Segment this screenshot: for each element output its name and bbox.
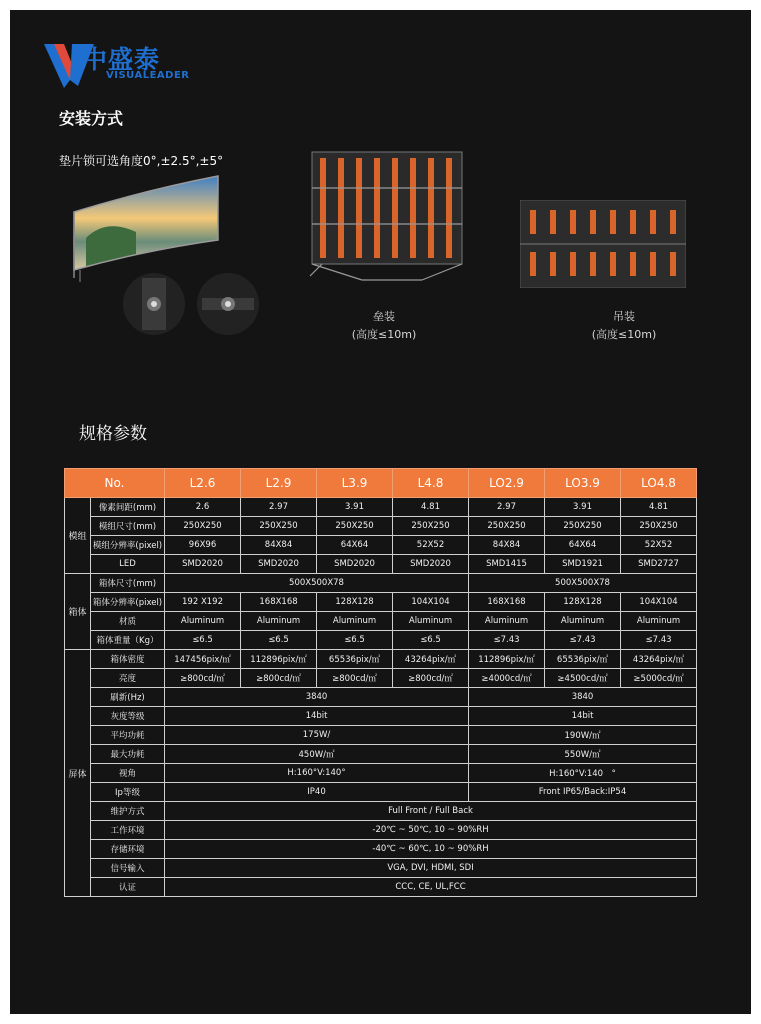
spec-value: 4.81 [393, 498, 469, 517]
spec-value: 112896pix/㎡ [241, 650, 317, 669]
spec-value: 43264pix/㎡ [393, 650, 469, 669]
spec-value: SMD1415 [469, 555, 545, 574]
spec-value: ≥800cd/㎡ [317, 669, 393, 688]
group-label: 屏体 [65, 650, 91, 897]
row-label: 最大功耗 [91, 745, 165, 764]
spec-value: 450W/㎡ [165, 745, 469, 764]
spec-value: CCC, CE, UL,FCC [165, 878, 697, 897]
lock-detail-image-2 [196, 272, 260, 336]
spec-value: 4.81 [621, 498, 697, 517]
header-model: L2.9 [241, 469, 317, 498]
spec-value: 190W/㎡ [469, 726, 697, 745]
spec-value: ≥800cd/㎡ [165, 669, 241, 688]
spec-value: 52X52 [393, 536, 469, 555]
row-label: 材质 [91, 612, 165, 631]
group-label: 模组 [65, 498, 91, 574]
spec-row [65, 536, 697, 555]
hang-install-label: 吊装 [613, 310, 635, 323]
spec-row [65, 726, 697, 745]
spec-row [65, 650, 697, 669]
header-model: L3.9 [317, 469, 393, 498]
spec-value: ≥4500cd/㎡ [545, 669, 621, 688]
spec-value: 84X84 [241, 536, 317, 555]
spec-value: 168X168 [469, 593, 545, 612]
spec-row [65, 802, 697, 821]
spec-value: SMD2020 [317, 555, 393, 574]
spec-value: 14bit [469, 707, 697, 726]
header-no: No. [65, 469, 165, 498]
spec-row [65, 821, 697, 840]
row-label: 像素间距(mm) [91, 498, 165, 517]
header-model: L2.6 [165, 469, 241, 498]
spec-value: Front IP65/Back:IP54 [469, 783, 697, 802]
spec-row [65, 859, 697, 878]
spec-value: 3840 [165, 688, 469, 707]
row-label: 工作环境 [91, 821, 165, 840]
spec-row [65, 574, 697, 593]
row-label: 模组分辨率(pixel) [91, 536, 165, 555]
spec-value: 250X250 [393, 517, 469, 536]
stack-install-height: (高度≤10m) [351, 328, 417, 341]
spec-value: 550W/㎡ [469, 745, 697, 764]
brand-name-cn: 中盛泰 [82, 45, 161, 74]
row-label: 刷新(Hz) [91, 688, 165, 707]
row-label: 模组尺寸(mm) [91, 517, 165, 536]
spec-value: IP40 [165, 783, 469, 802]
spec-header-row [65, 469, 697, 498]
spec-value: 3.91 [545, 498, 621, 517]
spec-value: -20℃ ~ 50℃, 10 ~ 90%RH [165, 821, 697, 840]
spec-value: ≤6.5 [393, 631, 469, 650]
spec-value: 14bit [165, 707, 469, 726]
spec-value: ≤6.5 [317, 631, 393, 650]
row-label: 箱体分辨率(pixel) [91, 593, 165, 612]
spec-value: 104X104 [621, 593, 697, 612]
header-model: L4.8 [393, 469, 469, 498]
spec-value: 128X128 [545, 593, 621, 612]
spec-value: 250X250 [621, 517, 697, 536]
spec-value: Aluminum [621, 612, 697, 631]
spec-value: SMD2020 [393, 555, 469, 574]
row-label: 灰度等级 [91, 707, 165, 726]
spec-value: 84X84 [469, 536, 545, 555]
spec-value: Aluminum [317, 612, 393, 631]
spec-row [65, 612, 697, 631]
lock-detail-image-1 [122, 272, 186, 336]
header-model: LO4.8 [621, 469, 697, 498]
spec-value: ≤6.5 [165, 631, 241, 650]
spec-value: ≥800cd/㎡ [241, 669, 317, 688]
hang-install-image [520, 200, 686, 288]
spec-value: 65536pix/㎡ [545, 650, 621, 669]
row-label: 箱体重量（Kg） [91, 631, 165, 650]
hang-install-height: (高度≤10m) [591, 328, 657, 341]
curved-screen-image [66, 170, 226, 288]
spec-value: 3840 [469, 688, 697, 707]
spec-value: ≥5000cd/㎡ [621, 669, 697, 688]
spec-value: ≤7.43 [545, 631, 621, 650]
spec-row [65, 669, 697, 688]
spec-value: 2.6 [165, 498, 241, 517]
spec-value: SMD2727 [621, 555, 697, 574]
install-title: 安装方式 [59, 109, 124, 128]
spec-value: H:160°V:140° [165, 764, 469, 783]
spec-value: Aluminum [165, 612, 241, 631]
spec-value: 250X250 [165, 517, 241, 536]
row-label: 箱体密度 [91, 650, 165, 669]
spec-row [65, 840, 697, 859]
spec-value: 52X52 [621, 536, 697, 555]
spec-value: 175W/ [165, 726, 469, 745]
spec-row [65, 707, 697, 726]
spec-value: 2.97 [241, 498, 317, 517]
spec-value: ≤6.5 [241, 631, 317, 650]
spec-value: Full Front / Full Back [165, 802, 697, 821]
lock-angle-caption: 垫片锁可选角度0°,±2.5°,±5° [59, 154, 224, 168]
spec-row [65, 498, 697, 517]
spec-title: 规格参数 [79, 424, 147, 444]
row-label: LED [91, 555, 165, 574]
row-label: 维护方式 [91, 802, 165, 821]
spec-value: 250X250 [241, 517, 317, 536]
spec-row [65, 745, 697, 764]
header-model: LO2.9 [469, 469, 545, 498]
row-label: 平均功耗 [91, 726, 165, 745]
spec-value: SMD2020 [165, 555, 241, 574]
spec-value: Aluminum [469, 612, 545, 631]
spec-value: 3.91 [317, 498, 393, 517]
stack-install-image [302, 148, 474, 288]
spec-value: 104X104 [393, 593, 469, 612]
spec-value: 147456pix/㎡ [165, 650, 241, 669]
spec-row [65, 878, 697, 897]
spec-value: VGA, DVI, HDMI, SDI [165, 859, 697, 878]
row-label: Ip等级 [91, 783, 165, 802]
spec-row [65, 631, 697, 650]
stack-install-label: 垒装 [373, 310, 395, 323]
spec-value: 43264pix/㎡ [621, 650, 697, 669]
spec-value: 250X250 [545, 517, 621, 536]
spec-value: -40℃ ~ 60℃, 10 ~ 90%RH [165, 840, 697, 859]
spec-value: 500X500X78 [165, 574, 469, 593]
spec-value: 128X128 [317, 593, 393, 612]
row-label: 视角 [91, 764, 165, 783]
header-model: LO3.9 [545, 469, 621, 498]
row-label: 信号输入 [91, 859, 165, 878]
spec-value: ≤7.43 [469, 631, 545, 650]
spec-value: ≥800cd/㎡ [393, 669, 469, 688]
spec-value: 192 X192 [165, 593, 241, 612]
spec-value: H:160°V:140 ° [469, 764, 697, 783]
group-label: 箱体 [65, 574, 91, 650]
brochure-page [10, 10, 751, 1014]
spec-table [64, 468, 697, 897]
spec-row [65, 764, 697, 783]
spec-value: 168X168 [241, 593, 317, 612]
spec-value: SMD1921 [545, 555, 621, 574]
spec-row [65, 783, 697, 802]
spec-value: 112896pix/㎡ [469, 650, 545, 669]
spec-value: ≤7.43 [621, 631, 697, 650]
spec-value: ≥4000cd/㎡ [469, 669, 545, 688]
row-label: 亮度 [91, 669, 165, 688]
spec-value: Aluminum [241, 612, 317, 631]
spec-value: Aluminum [545, 612, 621, 631]
spec-value: 96X96 [165, 536, 241, 555]
spec-value: 250X250 [469, 517, 545, 536]
spec-value: Aluminum [393, 612, 469, 631]
spec-value: 500X500X78 [469, 574, 697, 593]
spec-value: 64X64 [317, 536, 393, 555]
row-label: 箱体尺寸(mm) [91, 574, 165, 593]
brand-name-en: VISUALEADER [106, 70, 190, 81]
spec-value: 2.97 [469, 498, 545, 517]
spec-row [65, 593, 697, 612]
spec-row [65, 688, 697, 707]
row-label: 认证 [91, 878, 165, 897]
spec-row [65, 555, 697, 574]
spec-value: 250X250 [317, 517, 393, 536]
spec-value: 64X64 [545, 536, 621, 555]
spec-value: 65536pix/㎡ [317, 650, 393, 669]
spec-value: SMD2020 [241, 555, 317, 574]
row-label: 存储环境 [91, 840, 165, 859]
spec-row [65, 517, 697, 536]
